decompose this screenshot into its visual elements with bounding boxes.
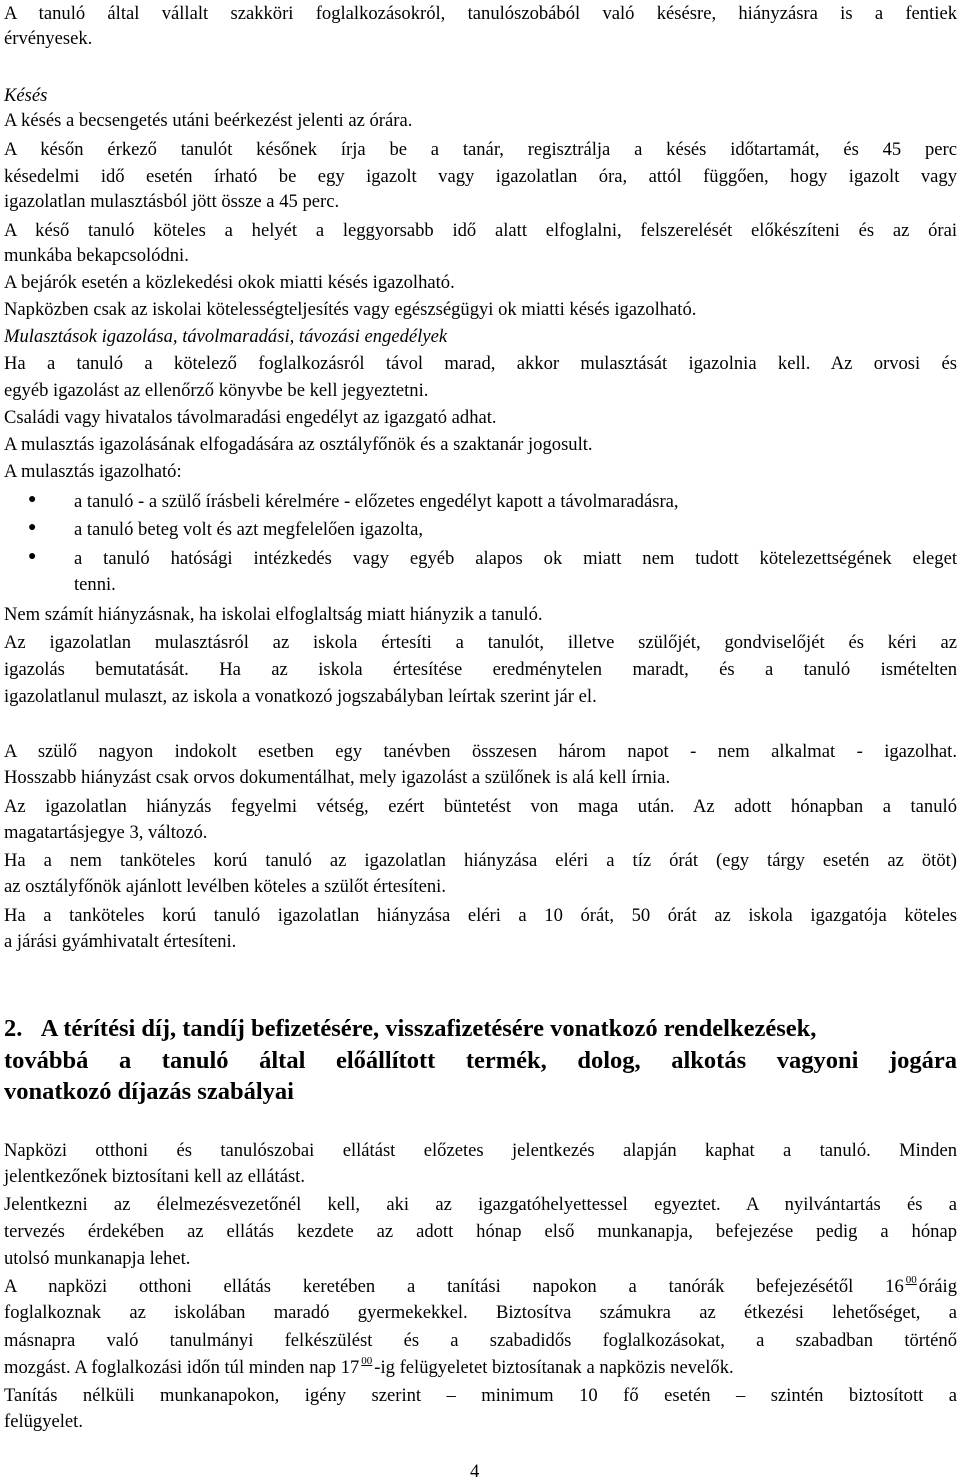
list-item: a tanuló - a szülő írásbeli kérelmére - előzetes engedélyt kapott a távolmaradásra, xyxy=(74,491,679,512)
text-run: óráig xyxy=(918,1276,957,1297)
superscript-time: 00 xyxy=(905,1274,917,1286)
paragraph-line: Napközi otthoni és tanulószobai ellátást előzetes jelentkezés alapján kaphat a tanuló. Minden xyxy=(4,1140,957,1161)
section-number: 2. xyxy=(4,1015,23,1042)
paragraph-line: Családi vagy hivatalos távolmaradási engedélyt az igazgató adhat. xyxy=(4,407,497,428)
paragraph-line: Tanítás nélküli munkanapokon, igény szerint – minimum 10 fő esetén – szintén biztosított a xyxy=(4,1385,957,1406)
paragraph-line: késedelmi idő esetén írható be egy igazolt vagy igazolatlan óra, attól függően, hogy igazolt vagy xyxy=(4,166,957,187)
paragraph-line: Az igazolatlan hiányzás fegyelmi vétség, ezért büntetést von maga után. Az adott hónapban a tanuló xyxy=(4,796,957,817)
bullet-icon: ● xyxy=(28,549,37,564)
paragraph-line: A tanuló által vállalt szakköri foglalkozásokról, tanulószobából való késésre, hiányzásra is a fentiek xyxy=(4,3,957,24)
paragraph-line: A szülő nagyon indokolt esetben egy tanévben összesen három napot - nem alkalmat - igazolhat. xyxy=(4,741,957,762)
paragraph-line: Nem számít hiányzásnak, ha iskolai elfoglaltság miatt hiányzik a tanuló. xyxy=(4,604,543,625)
paragraph-line xyxy=(4,1274,957,1302)
paragraph-line: Az igazolatlan mulasztásról az iskola értesíti a tanulót, illetve szülőjét, gondviselőjét és kéri az xyxy=(4,632,957,653)
text-run: mozgást. A foglalkozási időn túl minden nap 17 xyxy=(4,1357,360,1378)
section-heading-line2: továbbá a tanuló által előállított termék, dolog, alkotás vagyoni jogára xyxy=(4,1047,957,1074)
bullet-icon: ● xyxy=(28,492,37,507)
paragraph-line: A késő tanuló köteles a helyét a leggyorsabb idő alatt elfoglalni, felszerelését előkészíteni és az órai xyxy=(4,220,957,241)
paragraph-line: A bejárók esetén a közlekedési okok miatti késés igazolható. xyxy=(4,272,455,293)
superscript-time: 00 xyxy=(361,1355,373,1367)
section-heading-line1: A térítési díj, tandíj befizetésére, visszafizetésére vonatkozó rendelkezések, xyxy=(40,1015,817,1042)
paragraph-line: Ha a nem tanköteles korú tanuló az igazolatlan hiányzása eléri a tíz órát (egy tárgy esetén az ötöt) xyxy=(4,850,957,871)
text-run: A napközi otthoni ellátás keretében a tanítási napokon a tanórák befejezésétől 16 xyxy=(4,1276,904,1297)
paragraph-line: Hosszabb hiányzást csak orvos dokumentálhat, mely igazolást a szülőnek is alá kell írnia. xyxy=(4,767,671,788)
paragraph-line: a járási gyámhivatalt értesíteni. xyxy=(4,931,237,952)
paragraph-line: igazolatlanul mulaszt, az iskola a vonatkozó jogszabályban leírtak szerint jár el. xyxy=(4,686,597,707)
paragraph-line: felügyelet. xyxy=(4,1411,83,1432)
paragraph-line: magatartásjegye 3, változó. xyxy=(4,822,208,843)
paragraph-line: igazolatlan mulasztásból jött össze a 45 perc. xyxy=(4,191,340,212)
paragraph-line: A mulasztás igazolható: xyxy=(4,461,182,482)
section-subtitle-kesés: Késés xyxy=(4,85,48,106)
paragraph-line: Ha a tanuló a kötelező foglalkozásról távol marad, akkor mulasztását igazolnia kell. Az orvosi és xyxy=(4,353,957,374)
paragraph-line: az osztályfőnök ajánlott levélben köteles a szülőt értesíteni. xyxy=(4,876,446,897)
text-run: -ig felügyeletet biztosítanak a napközis nevelők. xyxy=(374,1357,734,1378)
paragraph-line: A mulasztás igazolásának elfogadására az osztályfőnök és a szaktanár jogosult. xyxy=(4,434,593,455)
paragraph-line: Ha a tanköteles korú tanuló igazolatlan hiányzása eléri a 10 órát, 50 órát az iskola igazgatója köteles xyxy=(4,905,957,926)
paragraph-line: másnapra való tanulmányi felkészülést és a szabadidős foglalkozásokat, a szabadban történő xyxy=(4,1330,957,1351)
section-heading-line3: vonatkozó díjazás szabályai xyxy=(4,1078,294,1105)
paragraph-line xyxy=(4,1355,957,1383)
bullet-icon: ● xyxy=(28,520,37,535)
paragraph-line: egyéb igazolást az ellenőrző könyvbe be kell jegyeztetni. xyxy=(4,380,429,401)
paragraph-line: igazolás bemutatását. Ha az iskola értesítése eredménytelen maradt, és a tanuló ismételten xyxy=(4,659,957,680)
list-item-continued: tenni. xyxy=(74,574,116,595)
paragraph-line: A késés a becsengetés utáni beérkezést jelenti az órára. xyxy=(4,110,413,131)
list-item: a tanuló beteg volt és azt megfelelően igazolta, xyxy=(74,519,424,540)
paragraph-line: utolsó munkanapja lehet. xyxy=(4,1248,191,1269)
paragraph-line: foglalkoznak az iskolában maradó gyermekekkel. Biztosítva számukra az étkezési lehetőséget, a xyxy=(4,1302,957,1323)
page-number: 4 xyxy=(470,1461,480,1482)
paragraph-line: Jelentkezni az élelmezésvezetőnél kell, aki az igazgatóhelyettessel egyeztet. A nyilvántartás és a xyxy=(4,1194,957,1215)
section-subtitle-mulasztasok: Mulasztások igazolása, távolmaradási, távozási engedélyek xyxy=(4,326,448,347)
list-item: a tanuló hatósági intézkedés vagy egyéb alapos ok miatt nem tudott kötelezettségének eleget xyxy=(74,548,957,569)
paragraph-line: tervezés érdekében az ellátás kezdete az adott hónap első munkanapja, befejezése pedig a hónap xyxy=(4,1221,957,1242)
paragraph-line: A későn érkező tanulót későnek írja be a tanár, regisztrálja a késés időtartamát, és 45 perc xyxy=(4,139,957,160)
paragraph-line: jelentkezőnek biztosítani kell az ellátást. xyxy=(4,1166,305,1187)
paragraph-line: munkába bekapcsolódni. xyxy=(4,245,189,266)
paragraph-line: Napközben csak az iskolai kötelességteljesítés vagy egészségügyi ok miatti késés igazolható. xyxy=(4,299,697,320)
paragraph-line: érvényesek. xyxy=(4,28,93,49)
section-heading xyxy=(4,1013,957,1044)
